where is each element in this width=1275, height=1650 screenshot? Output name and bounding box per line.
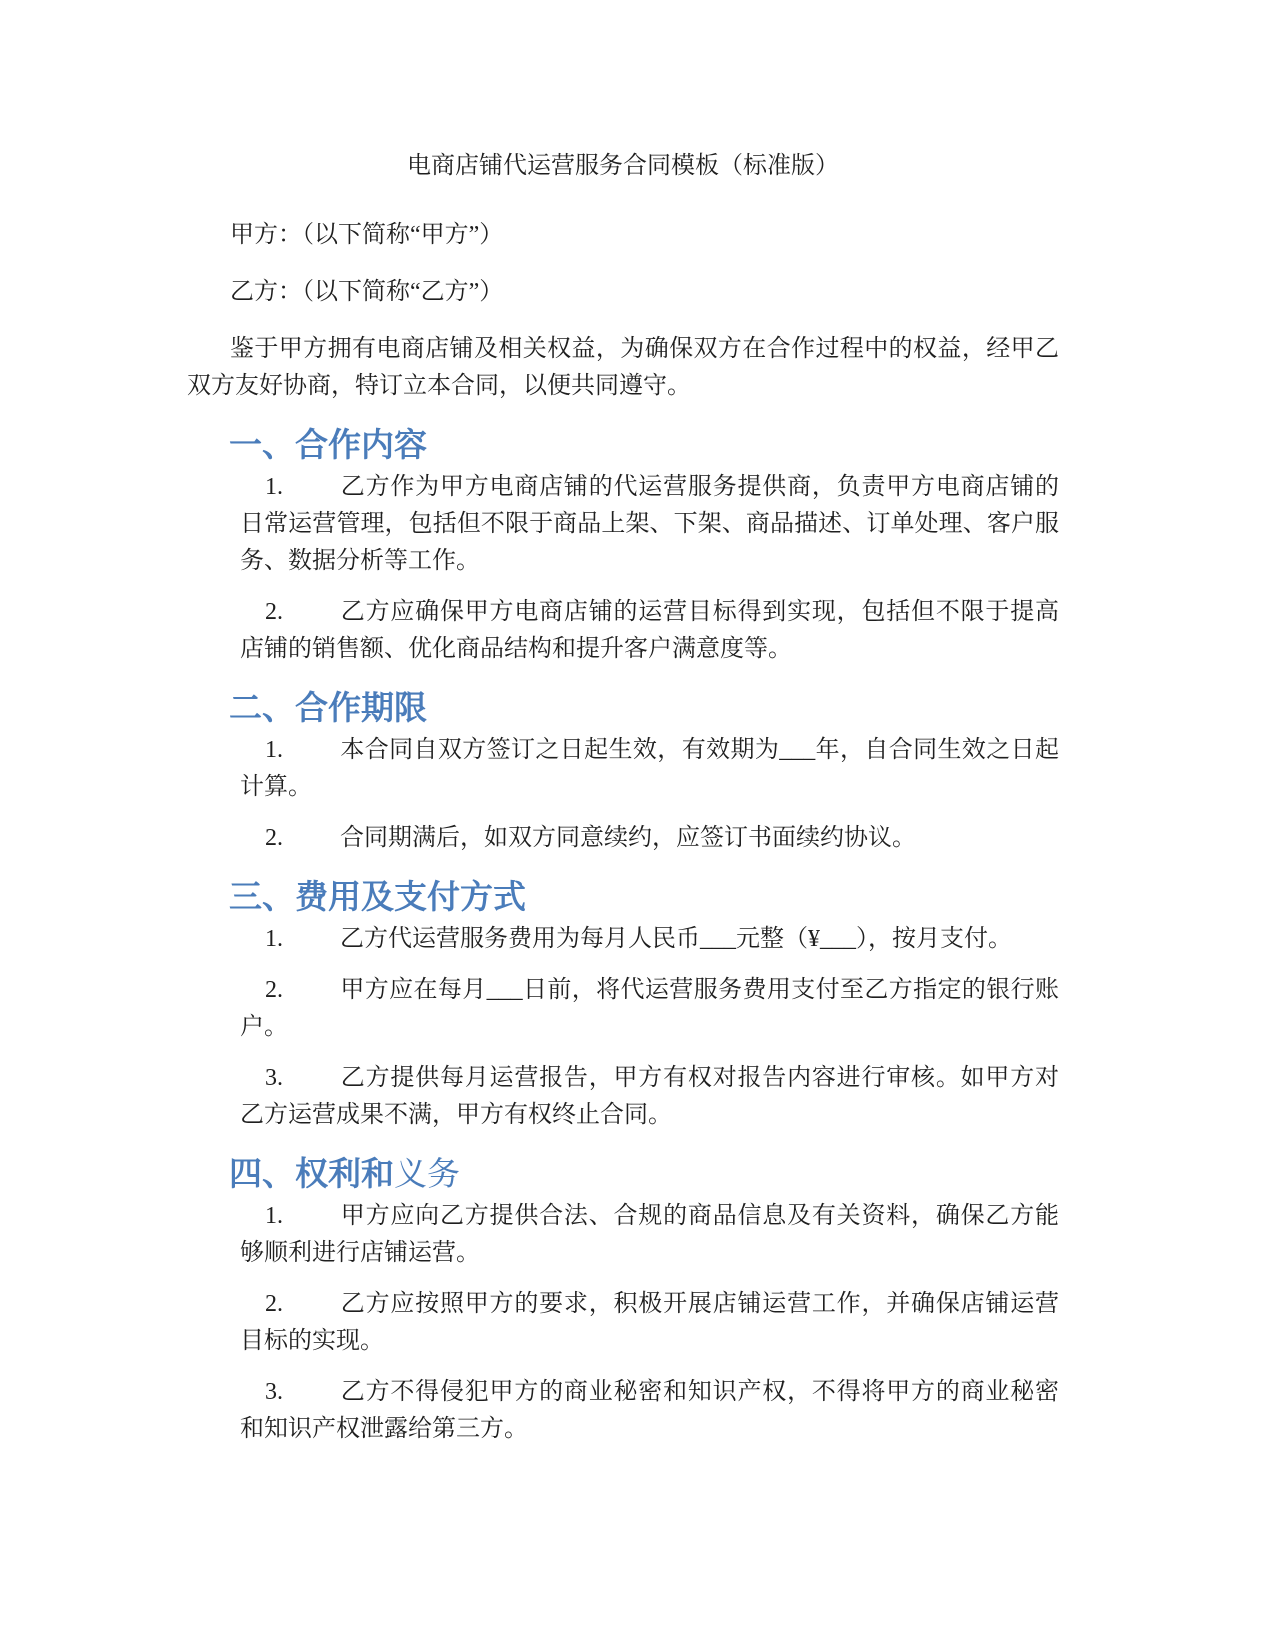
list-item xyxy=(187,1374,1059,1448)
item-number: 2. xyxy=(265,977,283,1003)
list-item xyxy=(187,469,1059,580)
preamble-paragraph: 鉴于甲方拥有电商店铺及相关权益，为确保双方在合作过程中的权益，经甲乙双方友好协商，特订立本合同，以便共同遵守。 xyxy=(187,336,1059,399)
section-heading-2 xyxy=(187,688,1059,728)
section-rights-obligations xyxy=(187,1154,1059,1448)
item-number: 1. xyxy=(265,737,283,763)
section-heading-1 xyxy=(187,425,1059,465)
item-number: 3. xyxy=(265,1379,283,1405)
section-heading-4-light: 义务 xyxy=(394,1154,460,1193)
item-text: 乙方不得侵犯甲方的商业秘密和知识产权，不得将甲方的商业秘密和知识产权泄露给第三方。 xyxy=(240,1379,1059,1442)
item-text: 乙方应按照甲方的要求，积极开展店铺运营工作，并确保店铺运营目标的实现。 xyxy=(240,1291,1059,1354)
item-text: 乙方提供每月运营报告，甲方有权对报告内容进行审核。如甲方对乙方运营成果不满，甲方有权终止合同。 xyxy=(240,1065,1059,1128)
item-number: 2. xyxy=(265,1291,283,1317)
section-heading-3-text: 三、费用及支付方式 xyxy=(229,877,526,916)
item-number: 1. xyxy=(265,474,283,500)
item-number: 1. xyxy=(265,926,283,952)
item-text: 乙方代运营服务费用为每月人民币___元整（¥___），按月支付。 xyxy=(340,926,1012,952)
list-item xyxy=(187,1286,1059,1360)
section-fees-payment xyxy=(187,877,1059,1134)
list-item xyxy=(187,820,1059,857)
list-item xyxy=(187,921,1059,958)
section-cooperation-content xyxy=(187,425,1059,668)
item-number: 3. xyxy=(265,1065,283,1091)
section-heading-4 xyxy=(187,1154,1059,1194)
party-b-line: 乙方：（以下简称“乙方”） xyxy=(230,279,504,305)
item-number: 1. xyxy=(265,1203,283,1229)
item-number: 2. xyxy=(265,599,283,625)
list-item xyxy=(187,594,1059,668)
item-text: 本合同自双方签订之日起生效，有效期为___年，自合同生效之日起计算。 xyxy=(240,737,1059,800)
item-text: 乙方作为甲方电商店铺的代运营服务提供商，负责甲方电商店铺的日常运营管理，包括但不限于商品上架、下架、商品描述、订单处理、客户服务、数据分析等工作。 xyxy=(240,474,1059,574)
section-heading-3 xyxy=(187,877,1059,917)
section-cooperation-term xyxy=(187,688,1059,857)
party-a-line: 甲方：（以下简称“甲方”） xyxy=(230,222,504,248)
document-title: 电商店铺代运营服务合同模板（标准版） xyxy=(407,153,839,179)
section-heading-4-text: 四、权利和 xyxy=(229,1154,394,1193)
list-item xyxy=(187,972,1059,1046)
section-heading-2-text: 二、合作期限 xyxy=(229,688,427,727)
item-text: 合同期满后，如双方同意续约，应签订书面续约协议。 xyxy=(340,825,916,851)
item-text: 甲方应向乙方提供合法、合规的商品信息及有关资料，确保乙方能够顺利进行店铺运营。 xyxy=(240,1203,1059,1266)
item-text: 乙方应确保甲方电商店铺的运营目标得到实现，包括但不限于提高店铺的销售额、优化商品结构和提升客户满意度等。 xyxy=(240,599,1059,662)
list-item xyxy=(187,1198,1059,1272)
list-item xyxy=(187,732,1059,806)
section-heading-1-text: 一、合作内容 xyxy=(229,425,427,464)
item-text: 甲方应在每月___日前，将代运营服务费用支付至乙方指定的银行账户。 xyxy=(240,977,1059,1040)
list-item xyxy=(187,1060,1059,1134)
item-number: 2. xyxy=(265,825,283,851)
